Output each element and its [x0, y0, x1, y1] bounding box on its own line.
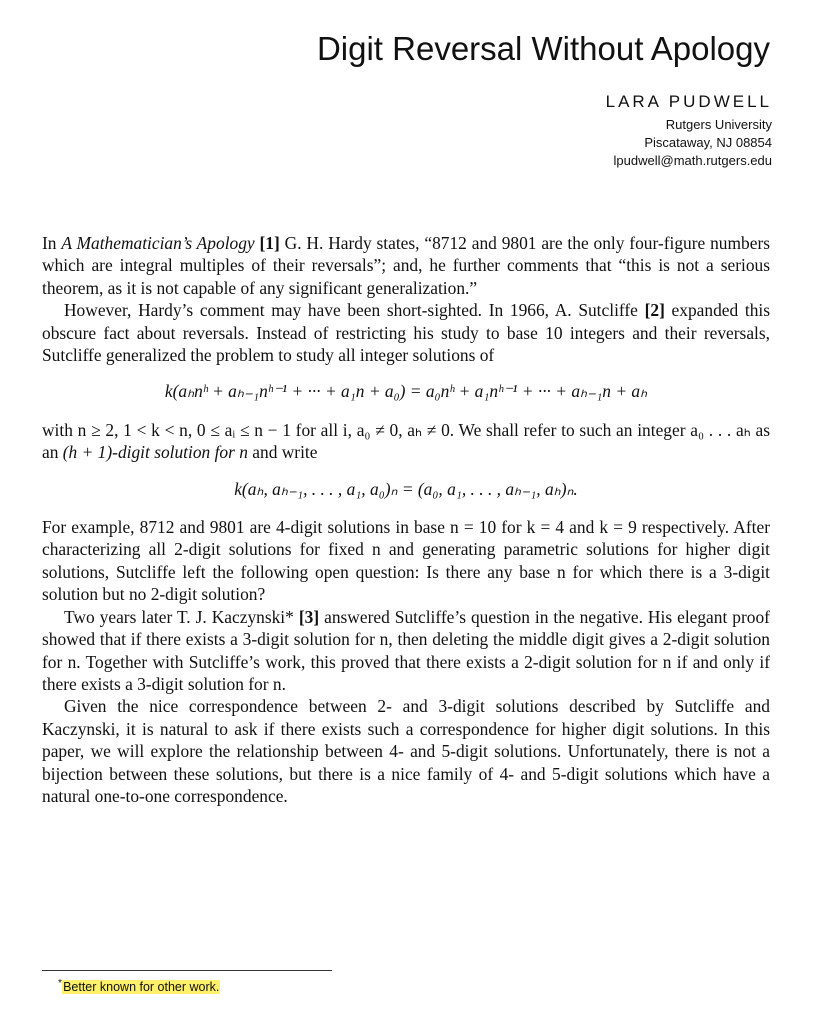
article-body — [42, 232, 770, 807]
paragraph-1: In A Mathematician’s Apology [1] G. H. Hardy states, “8712 and 9801 are the only four-figure numbers which are integral multiples of their reversals”; and, he further comments that “this is not a serious theorem, as it is not capable of any significant generalization.” — [42, 233, 771, 298]
citation-2[interactable]: [2] — [644, 300, 665, 321]
equation-1: k(aₕnʰ + aₕ₋₁nʰ⁻¹ + ··· + a₁n + a₀) = a₀nʰ + a₁nʰ⁻¹ + ··· + aₕ₋₁n + aₕ — [164, 381, 648, 402]
paragraph-6: Given the nice correspondence between 2- and 3-digit solutions described by Sutcliffe and Kaczynski, it is natural to ask if there exists such a correspondence for higher digit solutions. In this paper, we will explore the relationship between 4- and 5-digit solutions. Unfortunately, there is not a bijection between these solutions, but there is a nice family of 4- and 5-digit solutions which have a natural one-to-one correspondence. — [42, 696, 770, 806]
citation-1[interactable]: [1] — [259, 233, 280, 253]
footnote — [58, 978, 220, 994]
affiliation: Rutgers University — [665, 117, 772, 132]
book-title: A Mathematician’s Apology — [61, 233, 255, 253]
footnote-marker: * — [58, 978, 63, 989]
paragraph-5: Two years later T. J. Kaczynski* [3] answered Sutcliffe’s question in the negative. His elegant proof showed that if there exists a 3-digit solution for n, then deleting the middle digit gives a 2-digit solution for n. Together with Sutcliffe’s work, this proved that there exists a 2-digit solution for n if and only if there exists a 3-digit solution for n. — [42, 606, 770, 694]
author-block — [420, 92, 772, 170]
footnote-divider — [42, 970, 332, 971]
email-address[interactable]: lpudwell@math.rutgers.edu — [613, 153, 772, 168]
paragraph-2: However, Hardy’s comment may have been short-sighted. In 1966, A. Sutcliffe [2] expanded this obscure fact about reversals. Instead of restricting his study to base 10 integers and their reversals, Sutcliffe generalized the problem to study all integer solutions of — [42, 300, 770, 366]
author-name: LARA PUDWELL — [605, 92, 772, 111]
equation-2: k(aₕ, aₕ₋₁, . . . , a₁, a₀)ₙ = (a₀, a₁, . . . , aₕ₋₁, aₕ)ₙ. — [234, 478, 578, 499]
highlighted-footnote-text[interactable]: Better known for other work. — [63, 980, 220, 995]
address: Piscataway, NJ 08854 — [644, 135, 772, 150]
paragraph-4: For example, 8712 and 9801 are 4-digit solutions in base n = 10 for k = 4 and k = 9 respectively. After characterizing all 2-digit solutions for fixed n and generating parametric solutions for higher digit solutions, Sutcliffe left the following open question: Is there any base n for which there is a 3-digit solution but no 2-digit solution? — [42, 517, 770, 605]
defined-term: (h + 1)-digit solution for n — [62, 442, 248, 463]
citation-3[interactable]: [3] — [298, 606, 320, 627]
page-title: Digit Reversal Without Apology — [316, 30, 770, 67]
paragraph-3: with n ≥ 2, 1 < k < n, 0 ≤ aᵢ ≤ n − 1 for all i, a₀ ≠ 0, aₕ ≠ 0. We shall refer to such an integer a₀ . . . aₕ as an (h + 1)-digit solution for n and write — [42, 419, 770, 463]
